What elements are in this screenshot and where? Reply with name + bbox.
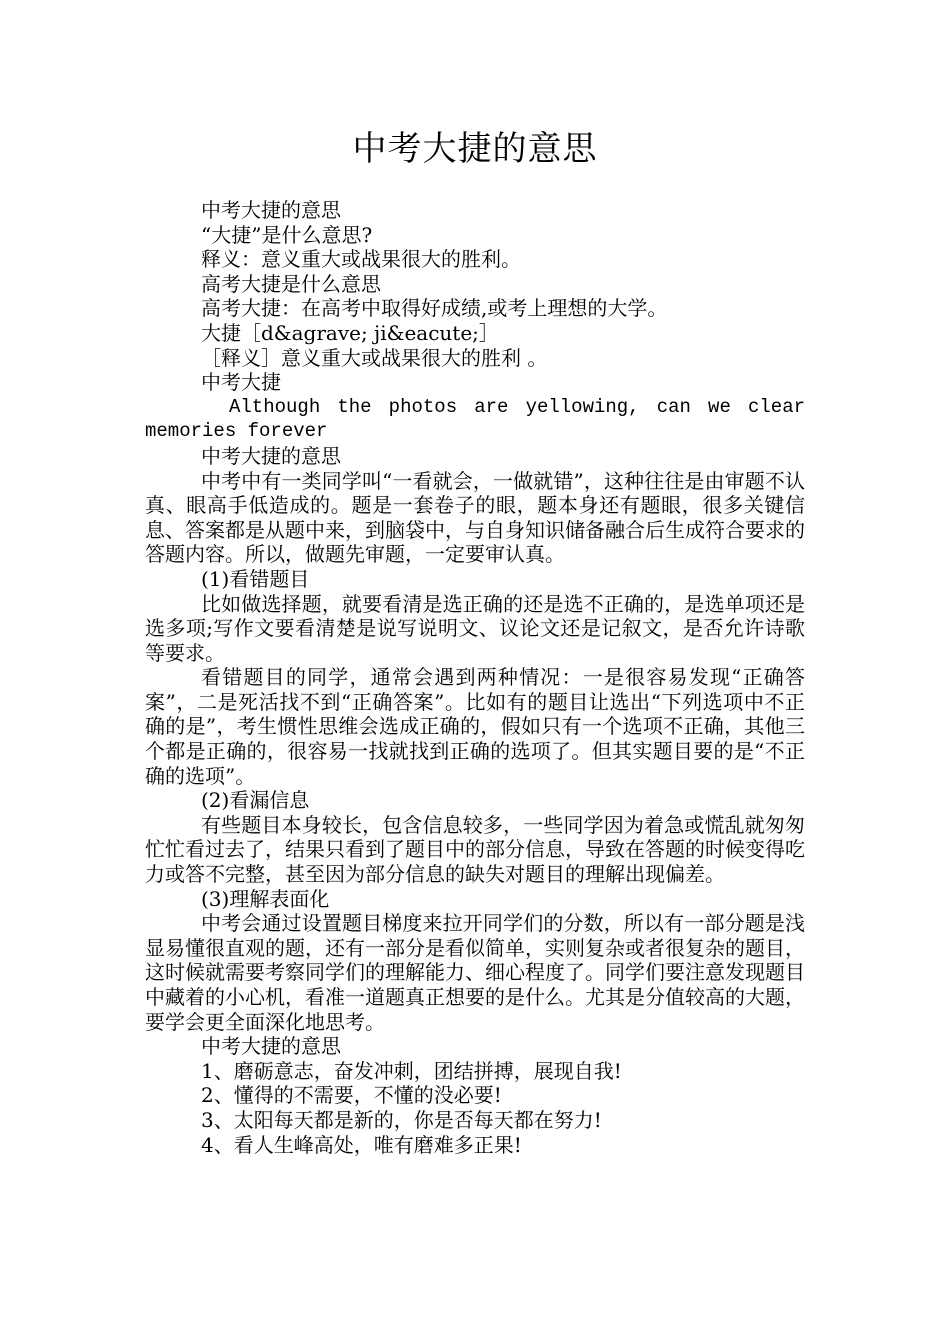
paragraph: 中考大捷 (201, 370, 281, 395)
list-item: 2、懂得的不需要，不懂的没必要! (201, 1083, 502, 1108)
paragraph: 高考大捷：在高考中取得好成绩,或考上理想的大学。 (201, 296, 668, 321)
paragraph: 中考大捷的意思 (201, 1034, 341, 1059)
paragraph: 释义：意义重大或战果很大的胜利。 (201, 247, 521, 272)
list-item: 1、磨砺意志，奋发冲刺，团结拼搏，展现自我! (201, 1058, 622, 1083)
paragraph: 看错题目的同学，通常会遇到两种情况：一是很容易发现“正确答案”，二是死活找不到“正确答案”。比如有的题目让选出“下列选项中不正确的是”，考生惯性思维会选成正确的，假如只有一个选项不正确，其他三个都是正确的，很容易一找就找到正确的选项了。但其实题目要的是“不正确的选项”。 (145, 665, 805, 788)
section-heading: (3)理解表面化 (201, 886, 330, 911)
paragraph: 比如做选择题，就要看清是选正确的还是选不正确的，是选单项还是选多项;写作文要看清楚是说写说明文、议论文还是记叙文，是否允许诗歌等要求。 (145, 591, 805, 665)
paragraph: ［释义］意义重大或战果很大的胜利 。 (201, 345, 548, 370)
paragraph: 中考会通过设置题目梯度来拉开同学们的分数，所以有一部分题是浅显易懂很直观的题，还有一部分是看似简单，实则复杂或者很复杂的题目，这时候就需要考察同学们的理解能力、细心程度了。同学们要注意发现题目中藏着的小心机，看准一道题真正想要的是什么。尤其是分值较高的大题，要学会更全面深化地思考。 (145, 911, 805, 1034)
paragraph: “大捷”是什么意思? (201, 222, 373, 247)
paragraph: 高考大捷是什么意思 (201, 271, 381, 296)
paragraph: 中考大捷的意思 (201, 198, 341, 222)
document-body (145, 198, 805, 1157)
english-quote-paragraph: Although the photos are yellowing, can we clear memories forever (145, 395, 805, 443)
section-heading: (1)看错题目 (201, 566, 310, 591)
paragraph: 中考大捷的意思 (201, 443, 341, 468)
paragraph: 有些题目本身较长，包含信息较多，一些同学因为着急或慌乱就匆匆忙忙看过去了，结果只看到了题目中的部分信息，导致在答题的时候变得吃力或答不完整，甚至因为部分信息的缺失对题目的理解出现偏差。 (145, 812, 805, 887)
document-title: 中考大捷的意思 (352, 129, 598, 169)
paragraph: 中考中有一类同学叫“一看就会，一做就错”，这种往往是由审题不认真、眼高手低造成的。题是一套卷子的眼，题本身还有题眼，很多关键信息、答案都是从题中来，到脑袋中，与自身知识储备融合后生成符合要求的答题内容。所以，做题先审题，一定要审认真。 (145, 468, 805, 567)
paragraph: 大捷［d&agrave; ji&eacute;］ (201, 320, 499, 345)
list-item: 3、太阳每天都是新的，你是否每天都在努力! (201, 1107, 602, 1132)
list-item: 4、看人生峰高处，唯有磨难多正果! (201, 1132, 522, 1157)
section-heading: (2)看漏信息 (201, 788, 310, 813)
